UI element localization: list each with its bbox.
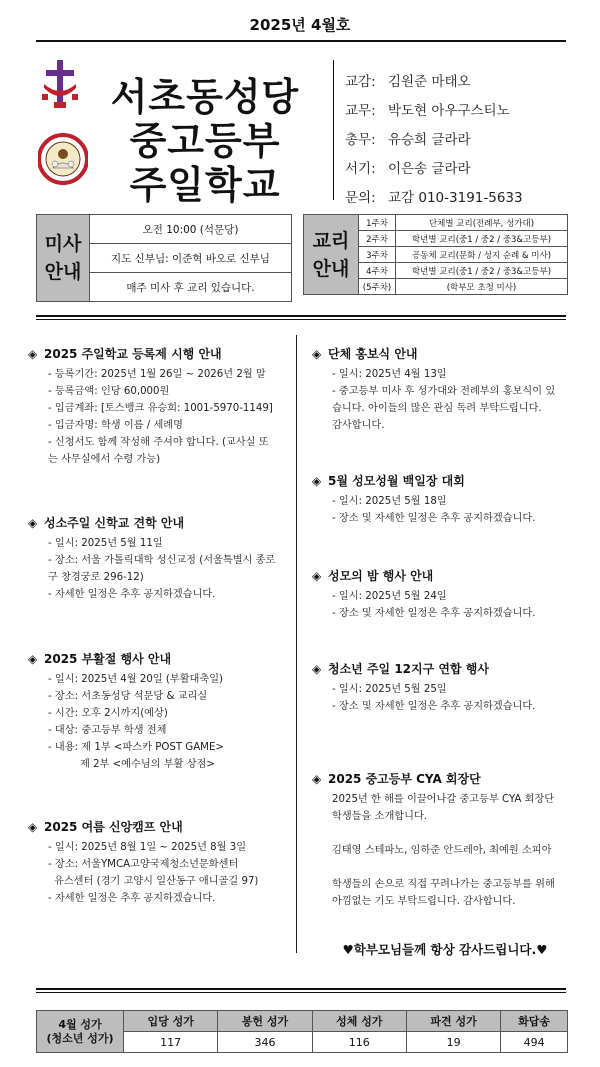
doctrine-week: 4주차 [359, 263, 396, 279]
notice-title: ◈ 2025 부활절 행사 안내 [28, 652, 172, 666]
thanks-message: ♥학부모님들께 항상 감사드립니다.♥ [342, 942, 548, 957]
diamond-bullet-icon: ◈ [28, 652, 38, 666]
notice-line: - 일시: 2025년 4월 20일 (부활대축일) [48, 674, 224, 685]
doctrine-table [303, 214, 568, 295]
staff-row: 문의: 교감 010-3191-5633 [345, 190, 523, 206]
notice-line: - 장소 및 자세한 일정은 추후 공지하겠습니다. [332, 701, 536, 712]
footer-divider [36, 988, 566, 990]
notice-line: - 일시: 2025년 4월 13일 [332, 369, 447, 380]
notice-line: 학생들을 소개합니다. [332, 811, 428, 822]
staff-row: 교감: 김원준 마태오 [345, 74, 471, 90]
notice-line: - 자세한 일정은 추후 공지하겠습니다. [48, 893, 216, 904]
hymn-table [36, 1010, 568, 1053]
hymn-number: 346 [218, 1032, 312, 1053]
notice-line: - 장소: 서울YMCA고양국제청소년문화센터 [48, 859, 239, 870]
notice-line: - 등록기간: 2025년 1월 26일 ~ 2026년 2월 말 [48, 369, 266, 380]
hymn-header: 화답송 [501, 1011, 568, 1032]
notice-line: - 내용: 제 1부 <파스카 POST GAME> [48, 742, 224, 753]
notice-line: - 등록금액: 인당 60,000원 [48, 386, 170, 397]
notice-title: ◈ 2025 주일학교 등록제 시행 안내 [28, 347, 222, 361]
notice-line: 는 사무실에서 수령 가능) [48, 454, 161, 465]
diamond-bullet-icon: ◈ [312, 569, 322, 583]
notice-line: - 중고등부 미사 후 성가대와 전례부의 홍보식이 있 [332, 386, 556, 397]
masthead-line-2: 중고등부 [129, 119, 281, 163]
staff-row: 총무: 유승희 글라라 [345, 132, 471, 148]
notice-line: - 장소: 서초동성당 석문당 & 교리실 [48, 691, 208, 702]
mass-row: 매주 미사 후 교리 있습니다. [90, 273, 292, 302]
notice-line: 제 2부 <예수님의 부활 상점> [80, 759, 215, 770]
notice-line: - 일시: 2025년 8월 1일 ~ 2025년 8월 3일 [48, 842, 247, 853]
doctrine-week: 1주차 [359, 215, 396, 231]
notice-line: - 입금계좌: [토스뱅크 유승희: 1001-5970-1149] [48, 403, 273, 414]
notice-title: ◈ 단체 홍보식 안내 [312, 347, 418, 361]
masthead-line-1: 서초동성당 [110, 75, 300, 119]
notice-line: - 대상: 중고등부 학생 전체 [48, 725, 167, 736]
notice-line: - 일시: 2025년 5월 11일 [48, 538, 163, 549]
notice-title: ◈ 성모의 밤 행사 안내 [312, 569, 434, 583]
section-divider [36, 319, 566, 320]
doctrine-desc: 공동체 교리(문화 / 성지 순례 & 미사) [396, 247, 568, 263]
footer-divider [36, 992, 566, 993]
notice-title: ◈ 5월 성모성월 백일장 대회 [312, 474, 465, 488]
diamond-bullet-icon: ◈ [312, 662, 322, 676]
top-rule [36, 40, 566, 42]
notice-title: ◈ 성소주일 신학교 견학 안내 [28, 516, 185, 530]
notice-marian-night [312, 567, 570, 622]
notice-cya-council [312, 770, 570, 910]
notice-writing-contest [312, 472, 570, 527]
cross-logo-icon [38, 58, 82, 110]
diamond-bullet-icon: ◈ [312, 347, 322, 361]
notice-line: - 장소: 서울 가톨릭대학 성신교정 (서울특별시 종로 [48, 555, 276, 566]
notice-line: 유스센터 (경기 고양시 일산동구 애니골길 97) [54, 876, 259, 887]
notice-line: 습니다. 아이들의 많은 관심 독려 부탁드립니다. [332, 403, 542, 414]
diamond-bullet-icon: ◈ [312, 474, 322, 488]
doctrine-desc: 학년별 교리(중1 / 중2 / 중3&고등부) [396, 263, 568, 279]
doctrine-week: 2주차 [359, 231, 396, 247]
staff-row: 교무: 박도현 아우구스티노 [345, 103, 510, 119]
notice-line: 2025년 한 해를 이끌어나갈 중고등부 CYA 회장단 [332, 794, 555, 805]
notice-line: - 일시: 2025년 5월 24일 [332, 591, 447, 602]
notice-summer-camp [28, 818, 290, 907]
doctrine-week: 3주차 [359, 247, 396, 263]
hymn-header: 파견 성가 [406, 1011, 500, 1032]
notice-registration [28, 345, 290, 468]
doctrine-desc: (학부모 초청 미사) [396, 279, 568, 295]
column-divider [296, 335, 297, 953]
notice-seminary [28, 514, 290, 603]
notice-line: - 장소 및 자세한 일정은 추후 공지하겠습니다. [332, 608, 536, 619]
notice-line: - 자세한 일정은 추후 공지하겠습니다. [48, 589, 216, 600]
notice-line [332, 859, 570, 876]
notice-line: - 입금자명: 학생 이름 / 세례명 [48, 420, 183, 431]
hymn-header: 성체 성가 [312, 1011, 406, 1032]
notice-youth-sunday [312, 660, 570, 715]
diamond-bullet-icon: ◈ [312, 772, 322, 786]
hymn-number: 19 [406, 1032, 500, 1053]
diamond-bullet-icon: ◈ [28, 516, 38, 530]
doctrine-desc: 단체별 교리(전례부, 성가대) [396, 215, 568, 231]
hymn-header: 봉헌 성가 [218, 1011, 312, 1032]
notice-line [332, 825, 570, 842]
notice-easter [28, 650, 290, 773]
notice-line: 김태영 스테파노, 임하준 안드레아, 최예원 소피아 [332, 845, 552, 856]
notice-line: 감사합니다. [332, 420, 385, 431]
hymn-header: 입당 성가 [124, 1011, 218, 1032]
staff-row: 서기: 이은송 글라라 [345, 161, 471, 177]
mass-label: 미사 안내 [37, 215, 90, 302]
notice-line: 구 창경궁로 296-12) [48, 572, 144, 583]
hymn-number: 494 [501, 1032, 568, 1053]
mass-row: 지도 신부님: 이준혁 바오로 신부님 [90, 244, 292, 273]
parish-seal-icon [38, 120, 88, 198]
notice-line: - 일시: 2025년 5월 18일 [332, 496, 447, 507]
masthead-line-3: 주일학교 [129, 163, 281, 207]
notice-line: 아낌없는 기도 부탁드립니다. 감사합니다. [332, 896, 516, 907]
notice-line: - 일시: 2025년 5월 25일 [332, 684, 447, 695]
diamond-bullet-icon: ◈ [28, 347, 38, 361]
notice-line: - 장소 및 자세한 일정은 추후 공지하겠습니다. [332, 513, 536, 524]
diamond-bullet-icon: ◈ [28, 820, 38, 834]
notice-line: - 신청서도 함께 작성해 주셔야 합니다. (교사실 또 [48, 437, 269, 448]
doctrine-label: 교리 안내 [304, 215, 359, 295]
notice-line: - 시간: 오후 2시까지(예상) [48, 708, 168, 719]
hymn-label: 4월 성가 (청소년 성가) [37, 1011, 124, 1053]
notice-title: ◈ 청소년 주일 12지구 연합 행사 [312, 662, 489, 676]
issue-title: 2025년 4월호 [249, 16, 351, 34]
notice-group-promo [312, 345, 570, 434]
section-divider [36, 315, 566, 317]
notice-line: 학생들의 손으로 직접 꾸려나가는 중고등부를 위해 [332, 879, 555, 890]
doctrine-week: (5주차) [359, 279, 396, 295]
notice-title: ◈ 2025 여름 신앙캠프 안내 [28, 820, 183, 834]
notice-title: ◈ 2025 중고등부 CYA 회장단 [312, 772, 481, 786]
mass-info-table [36, 214, 292, 302]
mass-row: 오전 10:00 (석문당) [90, 215, 292, 244]
hymn-number: 116 [312, 1032, 406, 1053]
hymn-number: 117 [124, 1032, 218, 1053]
doctrine-desc: 학년별 교리(중1 / 중2 / 중3&고등부) [396, 231, 568, 247]
masthead-divider [333, 60, 334, 200]
